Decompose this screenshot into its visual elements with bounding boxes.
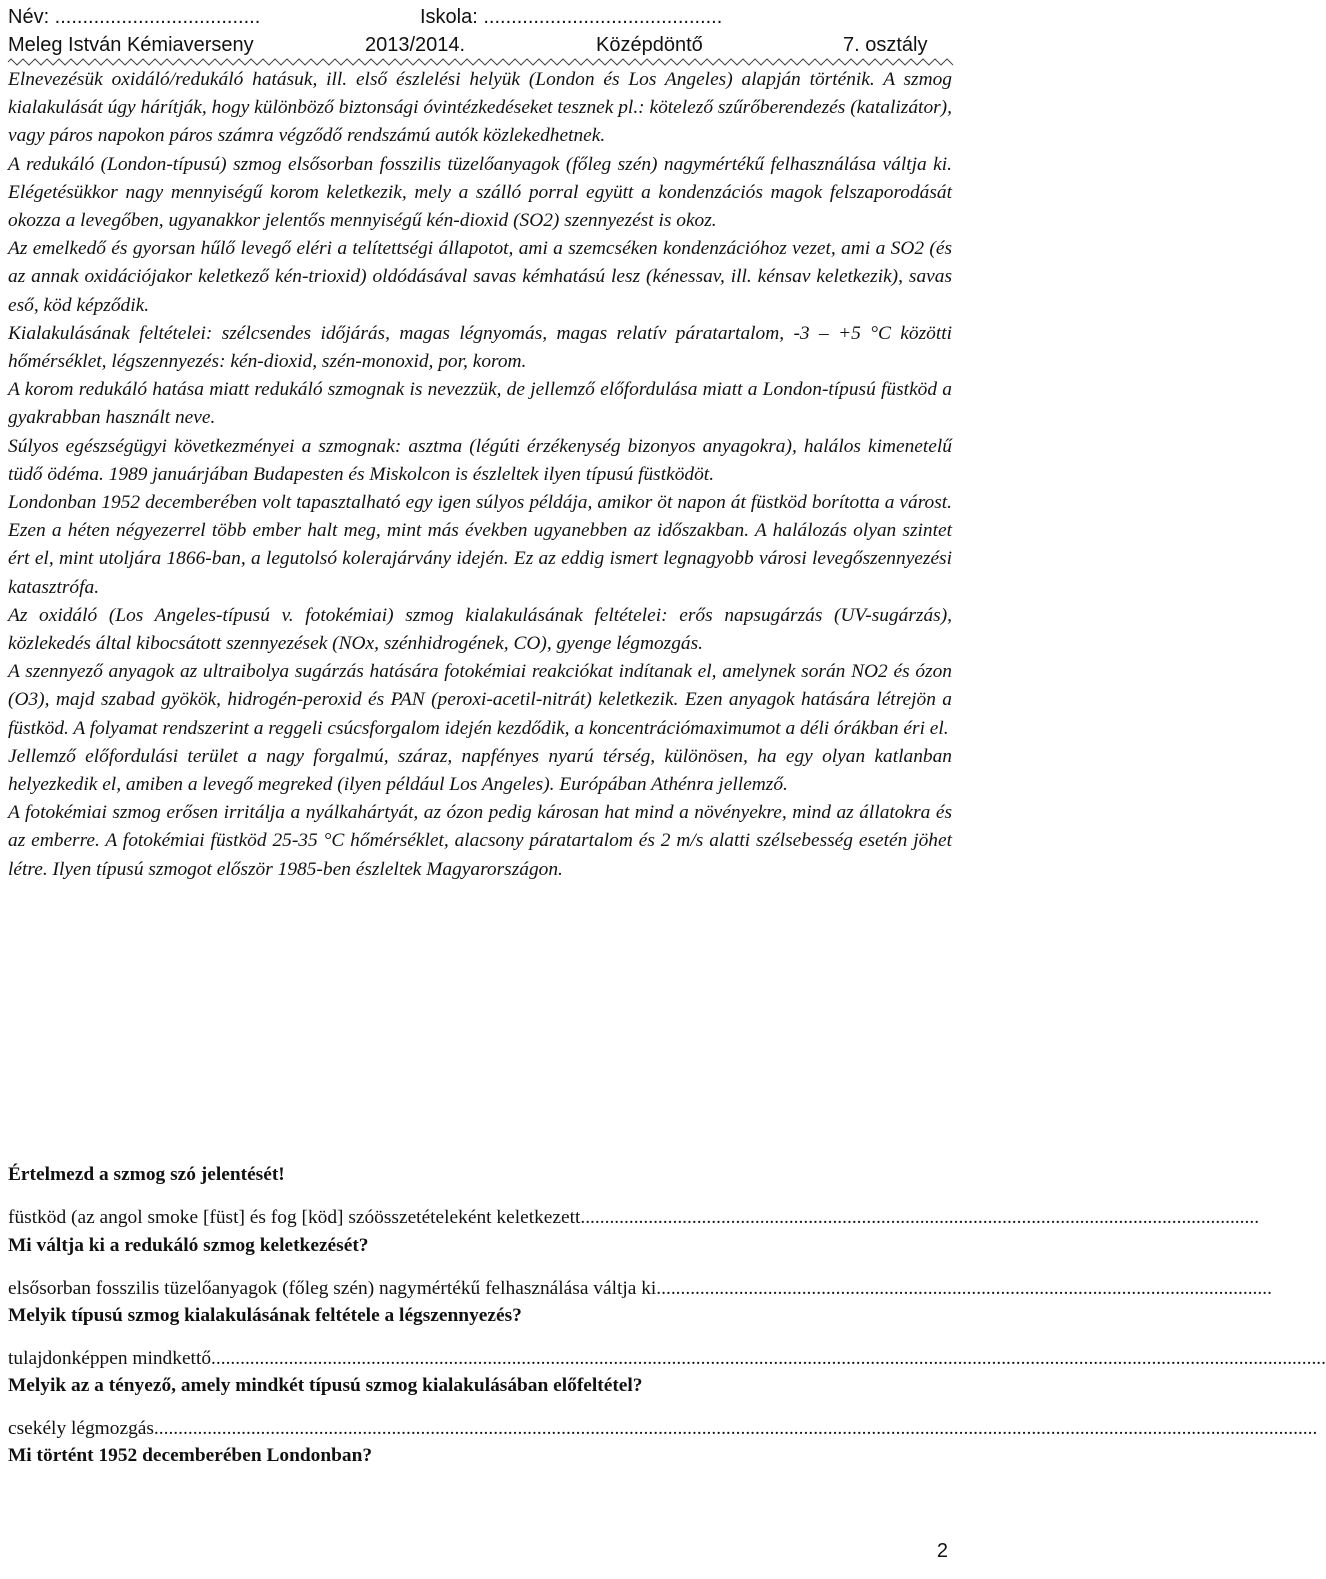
paragraph-condensation: Az emelkedő és gyorsan hűlő levegő eléri a telítettségi állapotot, ami a szemcséken kondenzációhoz vezet, ami a SO2 (és az annak oxidációjakor keletkező kén-trioxid) oldódásával savas kémhatású lesz (kénessav, ill. kénsav keletkezik), savas eső, köd képződik.	[8, 238, 952, 316]
paragraph-effects: A fotokémiai szmog erősen irritálja a nyálkahártyát, az ózon pedig károsan hat mind a növényekre, mind az állatokra és az emberre. A fotokémiai füstköd 25-35 °C hőmérséklet, alacsony páratartalom és 2 m/s alatti szélsebesség esetén jöhet létre. Ilyen típusú szmogot először 1985-ben észleltek Magyarországon.	[8, 802, 952, 880]
article-body	[8, 66, 952, 884]
paragraph-health: Súlyos egészségügyi következményei a szmognak: asztma (légúti érzékenység bizonyos anyagokra), halálos kimenetelű tüdő ödéma. 1989 januárjában Budapesten és Miskolcon is észleltek ilyen típusú füstködöt.	[8, 435, 952, 485]
question-2: Mi váltja ki a redukáló szmog keletkezését?	[8, 1235, 369, 1256]
answer-3: tulajdonképpen mindkettő......................................................................................................................................................................................................................................	[8, 1348, 1326, 1369]
paragraph-photochemistry: A szennyező anyagok az ultraibolya sugárzás hatására fotokémiai reakciókat indítanak el, amelynek során NO2 és ózon (O3), majd szabad gyökök, hidrogén-peroxid és PAN (peroxi-acetil-nitrát) keletkezik. Ezen anyagok hatására létrejön a füstköd. A folyamat rendszerint a reggeli csúcsforgalom idején kezdődik, a koncentrációmaximumot a déli órákban éri el.	[8, 661, 952, 739]
header-divider	[8, 58, 952, 66]
paragraph-naming: Elnevezésük oxidáló/redukáló hatásuk, ill. első észlelési helyük (London és Los Angeles) alapján történik. A szmog kialakulását úgy hárítják, hogy különböző biztonsági óvintézkedéseket tesznek pl.: kötelező szűrőberendezés (katalizátor), vagy páros napokon páros számra végződő rendszámú autók közlekedhetnek.	[8, 69, 952, 147]
paragraph-reducing-smog: A redukáló (London-típusú) szmog elsősorban fosszilis tüzelőanyagok (főleg szén) nagymértékű felhasználása váltja ki. Elégetésükkor nagy mennyiségű korom keletkezik, mely a szálló porral együtt a kondenzációs magok felszaporodását okozza a levegőben, ugyanakkor jelentős mennyiségű kén-dioxid (SO2) szennyezést is okoz.	[8, 153, 952, 232]
competition-name: Meleg István Kémiaverseny	[8, 34, 254, 56]
page-number: 2	[936, 1540, 948, 1562]
paragraph-london-1952: Londonban 1952 decemberében volt tapasztalható egy igen súlyos példája, amikor öt napon át füstköd borította a várost. Ezen a héten négyezerrel több ember halt meg, mint más években ugyanebben az időszakban. A halálozás olyan szintet ért el, mint utoljára 1866-ban, a legutolsó kolerajárvány idején. Ez az eddig ismert legnagyobb városi levegőszennyezési katasztrófa.	[8, 492, 952, 598]
school-field-label: Iskola: ...........................................	[420, 6, 723, 28]
paragraph-soot: A korom redukáló hatása miatt redukáló szmognak is nevezzük, de jellemző előfordulása miatt a London-típusú füstköd a gyakrabban használt neve.	[8, 379, 952, 429]
round-name: Középdöntő	[596, 34, 703, 56]
answer-1: füstköd (az angol smoke [füst] és fog [köd] szóösszetételeként keletkezett............................................................................................................................................	[8, 1207, 1260, 1228]
paragraph-conditions: Kialakulásának feltételei: szélcsendes időjárás, magas légnyomás, magas relatív páratartalom, -3 – +5 °C közötti hőmérséklet, légszennyezés: kén-dioxid, szén-monoxid, por, korom.	[8, 322, 952, 373]
answer-4: csekély légmozgás................................................................................................................................................................................................................................................	[8, 1418, 1318, 1439]
question-4: Melyik az a tényező, amely mindkét típusú szmog kialakulásában előfeltétel?	[8, 1375, 643, 1396]
paragraph-oxidizing-smog: Az oxidáló (Los Angeles-típusú v. fotokémiai) szmog kialakulásának feltételei: erős napsugárzás (UV-sugárzás), közlekedés által kibocsátott szennyezések (NOx, szénhidrogének, CO), gyenge légmozgás.	[8, 604, 952, 655]
header-line-2	[8, 34, 952, 60]
question-1: Értelmezd a szmog szó jelentését!	[8, 1164, 285, 1185]
question-3: Melyik típusú szmog kialakulásának feltétele a légszennyezés?	[8, 1305, 522, 1326]
school-year: 2013/2014.	[365, 34, 466, 56]
header-line-1	[8, 6, 952, 32]
question-5: Mi történt 1952 decemberében Londonban?	[8, 1445, 373, 1466]
paragraph-occurrence: Jellemző előfordulási terület a nagy forgalmú, száraz, napfényes nyarú térség, különösen, ha egy olyan katlanban helyezkedik el, amiben a levegő megreked (ilyen például Los Angeles). Európában Athénra jellemző.	[8, 745, 952, 796]
answer-2: elsősorban fosszilis tüzelőanyagok (főleg szén) nagymértékű felhasználása váltja ki...............................................................................................................................	[8, 1278, 1272, 1299]
name-field-label: Név: .....................................	[8, 6, 261, 28]
grade-label: 7. osztály	[843, 34, 928, 56]
